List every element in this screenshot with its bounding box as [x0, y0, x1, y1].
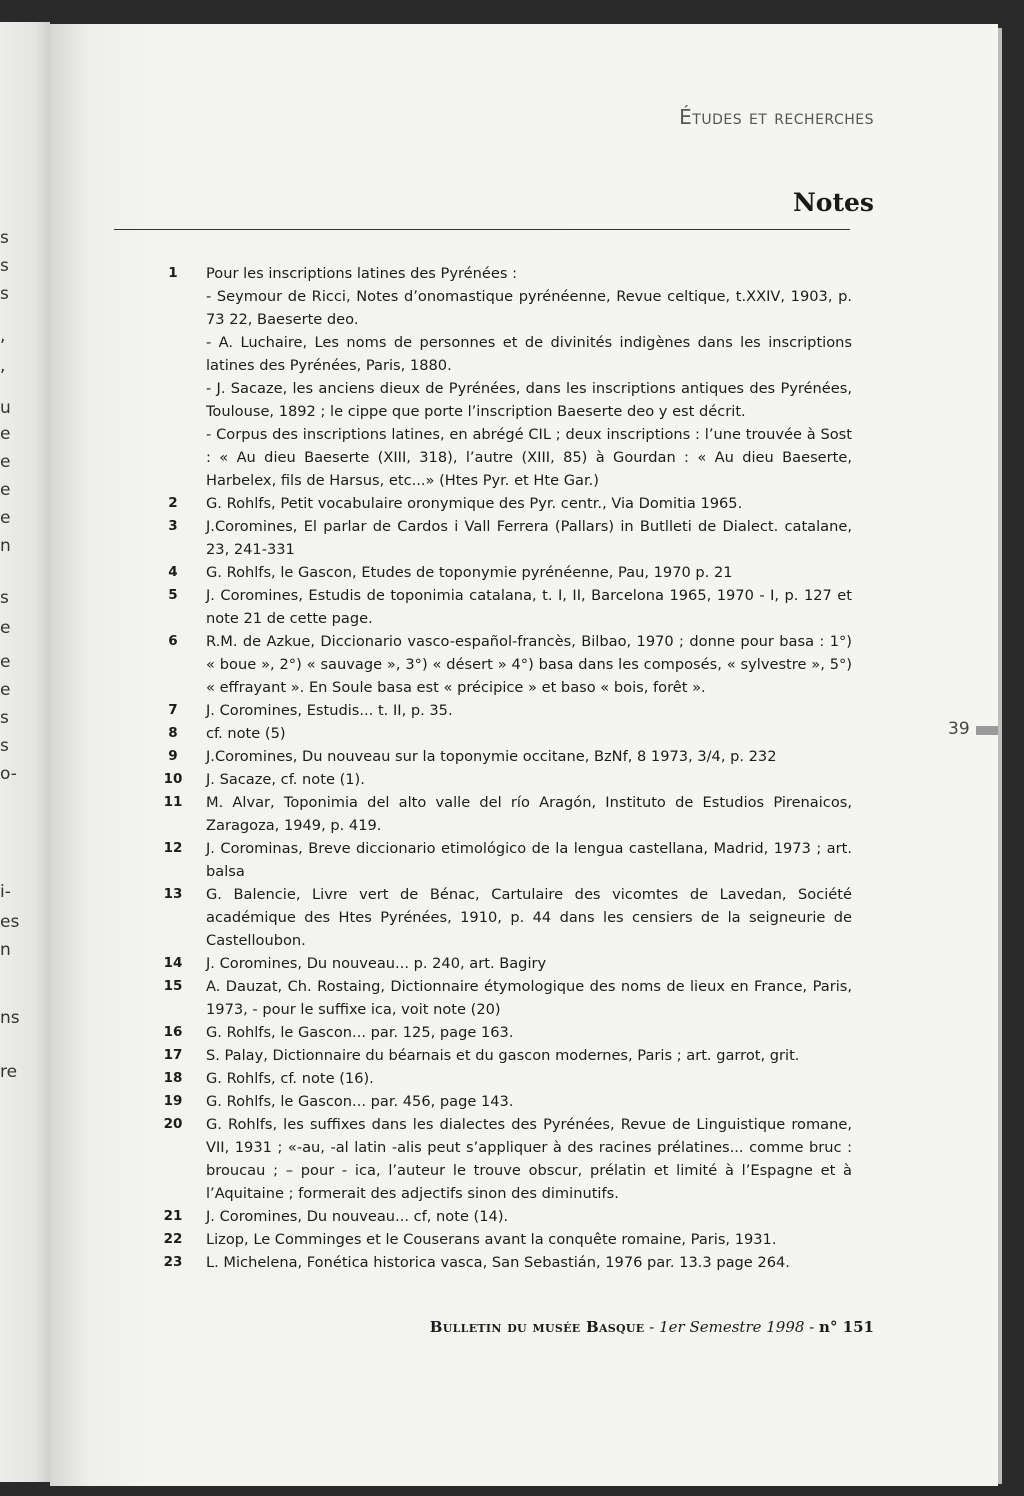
- note-item: [140, 975, 852, 1021]
- note-number: 10: [163, 771, 183, 787]
- left-page-fragment: o-: [0, 764, 17, 784]
- left-page-fragment: e: [0, 508, 11, 528]
- note-text: J. Coromines, Estudis... t. II, p. 35.: [206, 702, 453, 719]
- note-number: 4: [168, 564, 178, 580]
- note-number: 1: [168, 265, 178, 281]
- note-text: J. Sacaze, cf. note (1).: [206, 771, 365, 788]
- left-page-fragment: e: [0, 652, 11, 672]
- left-page-fragment: u: [0, 398, 11, 418]
- left-page-fragment: s: [0, 588, 9, 608]
- note-number: 14: [163, 955, 183, 971]
- left-page-fragment: n: [0, 536, 11, 556]
- page-title: Notes: [792, 188, 874, 217]
- left-page-fragment: es: [0, 912, 20, 932]
- note-item: [140, 1044, 852, 1067]
- note-number: 22: [163, 1231, 183, 1247]
- note-text: J.Coromines, Du nouveau sur la toponymie occitane, BzNf, 8 1973, 3/4, p. 232: [206, 748, 777, 765]
- note-item: [140, 837, 852, 883]
- note-item: [140, 584, 852, 630]
- note-text: J. Coromines, Du nouveau... cf, note (14).: [206, 1208, 509, 1225]
- note-text: G. Balencie, Livre vert de Bénac, Cartulaire des vicomtes de Lavedan, Société académique des Htes Pyrénées, 1910, p. 44 dans les censiers de la seigneurie de Castelloubon.: [206, 886, 852, 949]
- note-text: J.Coromines, El parlar de Cardos i Vall Ferrera (Pallars) in Butlleti de Dialect. catalane, 23, 241-331: [206, 518, 852, 558]
- note-item: [140, 492, 852, 515]
- note-number: 16: [163, 1024, 183, 1040]
- section-heading: Études et recherches: [679, 105, 874, 129]
- note-item: [140, 699, 852, 722]
- note-item: [140, 1113, 852, 1205]
- footer-issue-number: n° 151: [819, 1318, 874, 1336]
- left-page-fragment: ,: [0, 356, 6, 376]
- footer-separator: -: [804, 1318, 820, 1336]
- note-item: [140, 1090, 852, 1113]
- notes-list: [140, 262, 852, 1274]
- note-number: 18: [163, 1070, 183, 1086]
- note-number: 17: [163, 1047, 183, 1063]
- footer-brand: Bulletin du musée Basque: [429, 1318, 645, 1336]
- left-page-fragment: e: [0, 424, 11, 444]
- note-text: J. Coromines, Estudis de toponimia catalana, t. I, II, Barcelona 1965, 1970 - I, p. 127 et note 21 de cette page.: [206, 587, 852, 627]
- note-text: S. Palay, Dictionnaire du béarnais et du gascon modernes, Paris ; art. garrot, grit.: [206, 1047, 800, 1064]
- note-number: 3: [168, 518, 178, 534]
- note-item: [140, 883, 852, 952]
- note-item: [140, 1251, 852, 1274]
- note-number: 11: [163, 794, 183, 810]
- left-page-fragment: re: [0, 1062, 18, 1082]
- note-text: Pour les inscriptions latines des Pyrénées : - Seymour de Ricci, Notes d’onomastique pyrénéenne, Revue celtique, t.XXIV, 1903, p. 73 22, Baeserte deo. - A. Luchaire, Les noms de personnes et de divinités indigènes dans les inscriptions latines des Pyrénées, Paris, 1880. - J. Sacaze, les anciens dieux de Pyrénées, dans les inscriptions antiques des Pyrénées, Toulouse, 1892 ; le cippe que porte l’inscription Baeserte deo y est décrit. - Corpus des inscriptions latines, en abrégé CIL ; deux inscriptions : l’une trouvée à Sost : « Au dieu Baeserte (XIII, 318), l’autre (XIII, 85) à Gourdan : « Au dieu Baeserte, Harbelex, fils de Harsus, etc...» (Htes Pyr. et Hte Gar.): [206, 265, 852, 489]
- note-item: [140, 952, 852, 975]
- note-text: G. Rohlfs, cf. note (16).: [206, 1070, 374, 1087]
- note-text: cf. note (5): [206, 725, 286, 742]
- footer: [430, 1318, 874, 1336]
- note-number: 13: [163, 886, 183, 902]
- left-page-fragment: e: [0, 480, 11, 500]
- footer-semester: 1er Semestre 1998: [659, 1318, 805, 1336]
- note-number: 15: [163, 978, 183, 994]
- note-number: 9: [168, 748, 178, 764]
- note-text: M. Alvar, Toponimia del alto valle del río Aragón, Instituto de Estudios Pirenaicos, Zaragoza, 1949, p. 419.: [206, 794, 852, 834]
- note-text: J. Coromines, Du nouveau... p. 240, art. Bagiry: [206, 955, 547, 972]
- left-page-fragment: s: [0, 256, 9, 276]
- note-item: [140, 1067, 852, 1090]
- left-page-fragment: s: [0, 708, 9, 728]
- title-rule: [114, 229, 850, 230]
- note-number: 6: [168, 633, 178, 649]
- left-page-fragment: ns: [0, 1008, 20, 1028]
- note-text: G. Rohlfs, le Gascon... par. 125, page 163.: [206, 1024, 514, 1041]
- folio-number: 39: [948, 719, 970, 739]
- footer-separator: -: [644, 1318, 660, 1336]
- page-edge: [998, 28, 1002, 1484]
- note-number: 2: [168, 495, 178, 511]
- note-text: J. Corominas, Breve diccionario etimológico de la lengua castellana, Madrid, 1973 ; art. balsa: [206, 840, 852, 880]
- left-page-fragment: e: [0, 452, 11, 472]
- note-number: 7: [168, 702, 178, 718]
- note-item: [140, 745, 852, 768]
- note-text: A. Dauzat, Ch. Rostaing, Dictionnaire étymologique des noms de lieux en France, Paris, 1973, - pour le suffixe ica, voit note (20): [206, 978, 852, 1018]
- folio-tab: [976, 726, 998, 735]
- note-text: G. Rohlfs, Petit vocabulaire oronymique des Pyr. centr., Via Domitia 1965.: [206, 495, 743, 512]
- note-number: 19: [163, 1093, 183, 1109]
- note-item: [140, 515, 852, 561]
- left-page-fragment: s: [0, 228, 9, 248]
- note-number: 8: [168, 725, 178, 741]
- left-page-fragment: i-: [0, 882, 11, 902]
- note-text: L. Michelena, Fonética historica vasca, San Sebastián, 1976 par. 13.3 page 264.: [206, 1254, 790, 1271]
- note-item: [140, 791, 852, 837]
- left-page-fragment: s: [0, 736, 9, 756]
- note-text: R.M. de Azkue, Diccionario vasco-español-francès, Bilbao, 1970 ; donne pour basa : 1°) « boue », 2°) « sauvage », 3°) « désert » 4°) basa dans les composés, « sylvestre », 5°) « effrayant ». En Soule basa est « précipice » et baso « bois, forêt ».: [206, 633, 852, 696]
- note-item: [140, 630, 852, 699]
- left-facing-page: [0, 22, 50, 1482]
- note-text: G. Rohlfs, le Gascon, Etudes de toponymie pyrénéenne, Pau, 1970 p. 21: [206, 564, 733, 581]
- note-number: 23: [163, 1254, 183, 1270]
- note-text: G. Rohlfs, les suffixes dans les dialectes des Pyrénées, Revue de Linguistique romane, VII, 1931 ; «-au, -al latin -alis peut s’appliquer à des racines prélatines... comme bruc : broucau ; – pour - ica, l’auteur le trouve obscur, prélatin et limité à l’Espagne et à l’Aquitaine ; formerait des adjectifs sinon des diminutifs.: [206, 1116, 852, 1202]
- note-number: 21: [163, 1208, 183, 1224]
- note-number: 12: [163, 840, 183, 856]
- note-number: 5: [168, 587, 178, 603]
- note-item: [140, 768, 852, 791]
- note-item: [140, 561, 852, 584]
- note-item: [140, 1021, 852, 1044]
- left-page-fragment: n: [0, 940, 11, 960]
- left-page-fragment: s: [0, 284, 9, 304]
- note-number: 20: [163, 1116, 183, 1132]
- note-item: [140, 1205, 852, 1228]
- note-item: [140, 722, 852, 745]
- note-text: Lizop, Le Comminges et le Couserans avant la conquête romaine, Paris, 1931.: [206, 1231, 777, 1248]
- left-page-fragment: e: [0, 680, 11, 700]
- note-text: G. Rohlfs, le Gascon... par. 456, page 143.: [206, 1093, 514, 1110]
- note-item: [140, 1228, 852, 1251]
- left-page-fragment: e: [0, 618, 11, 638]
- note-item: [140, 262, 852, 492]
- left-page-fragment: ,: [0, 326, 6, 346]
